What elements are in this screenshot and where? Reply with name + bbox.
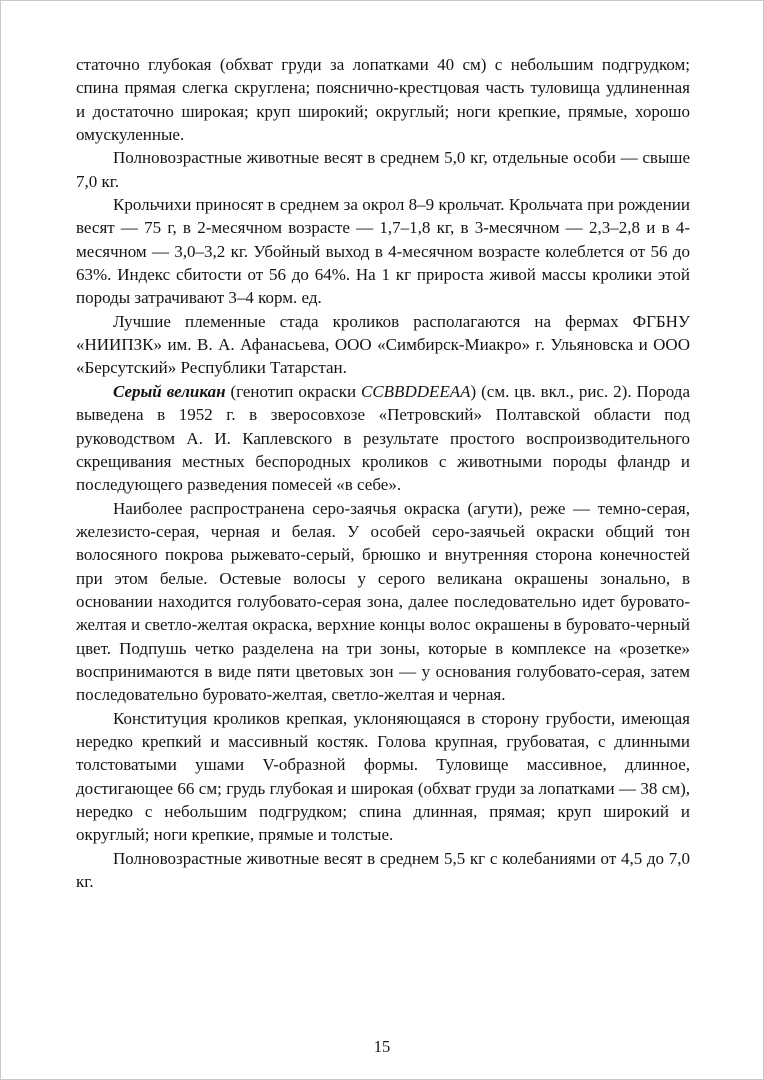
page-body	[76, 53, 690, 893]
gray-giant-history-text: ) (см. цв. вкл., рис. 2). Порода выведена в 1952 г. в зверосовхозе «Петровский» Полтавской области под руководством А. И. Каплевского в результате простого воспроизводительного скрещивания местных беспородных кроликов с животными породы фландр и последующего разведения помесей «в себе».	[76, 381, 690, 495]
paragraph-adult-weight-gray-giant: Полновозрастные животные весят в среднем 5,5 кг с колебаниями от 4,5 до 7,0 кг.	[76, 848, 690, 892]
paragraph-litter-stats: Крольчихи приносят в среднем за окрол 8–9 крольчат. Крольчата при рождении весят — 75 г, в 2-месячном возрасте — 1,7–1,8 кг, в 3-месячном — 2,3–2,8 и в 4-месячном — 3,0–3,2 кг. Убойный выход в 4-месячном возрасте колеблется от 56 до 63%. Индекс сбитости от 56 до 64%. На 1 кг прироста живой массы кролики этой породы затрачивают 3–4 корм. ед.	[76, 195, 690, 308]
paragraph-adult-weight: Полновозрастные животные весят в среднем 5,0 кг, отдельные особи — свыше 7,0 кг.	[76, 148, 690, 191]
paragraph-constitution: Конституция кроликов крепкая, уклоняющаяся в сторону грубости, имеющая нередко крепкий и массивный костяк. Голова крупная, грубоватая, с длинными толстоватыми ушами V-образной формы. Туловище массивное, длинное, достигающее 66 см; грудь глубокая и широкая (обхват груди за лопатками — 38 см), нередко с небольшим подгрудком; спина длинная, прямая; круп широкий и округлый; ноги крепкие, прямые и толстые.	[76, 708, 690, 845]
paragraph-gray-giant-intro	[76, 380, 690, 497]
breed-name-gray-giant: Серый великан	[113, 381, 226, 401]
paragraph-body-continuation: статочно глубокая (обхват груди за лопатками 40 см) с небольшим подгрудком; спина прямая слегка скруглена; пояснично-крестцовая часть туловища удлиненная и достаточно широкая; круп широкий; округлый; ноги крепкие, прямые, хорошо омускуленные.	[76, 55, 690, 145]
paragraph-breeding-farms: Лучшие племенные стада кроликов располагаются на фермах ФГБНУ «НИИПЗК» им. В. А. Афанасьева, ООО «Симбирск-Миакро» г. Ульяновска и ООО «Берсутский» Республики Татарстан.	[76, 311, 690, 378]
page-number: 15	[373, 1037, 391, 1056]
paragraph-coloration: Наиболее распространена серо-заячья окраска (агути), реже — темно-серая, железисто-серая, черная и белая. У особей серо-заячьей окраски общий тон волосяного покрова рыжевато-серый, брюшко и внутренняя сторона конечностей при этом белые. Остевые волосы у серого великана окрашены зонально, в основании находится голубовато-серая зона, далее последовательно идет буровато-желтая и светло-желтая окраска, верхние концы волос окрашены в буровато-черный цвет. Подпушь четко разделена на три зоны, которые в комплексе на «розетке» воспринимаются в виде пяти цветовых зон — у основания голубовато-серая, затем последовательно буровато-желтая, светло-желтая и черная.	[76, 498, 690, 705]
genotype-intro-text: (генотип окраски	[225, 381, 361, 401]
genotype-code: CCBBDDEEAA	[361, 381, 471, 401]
